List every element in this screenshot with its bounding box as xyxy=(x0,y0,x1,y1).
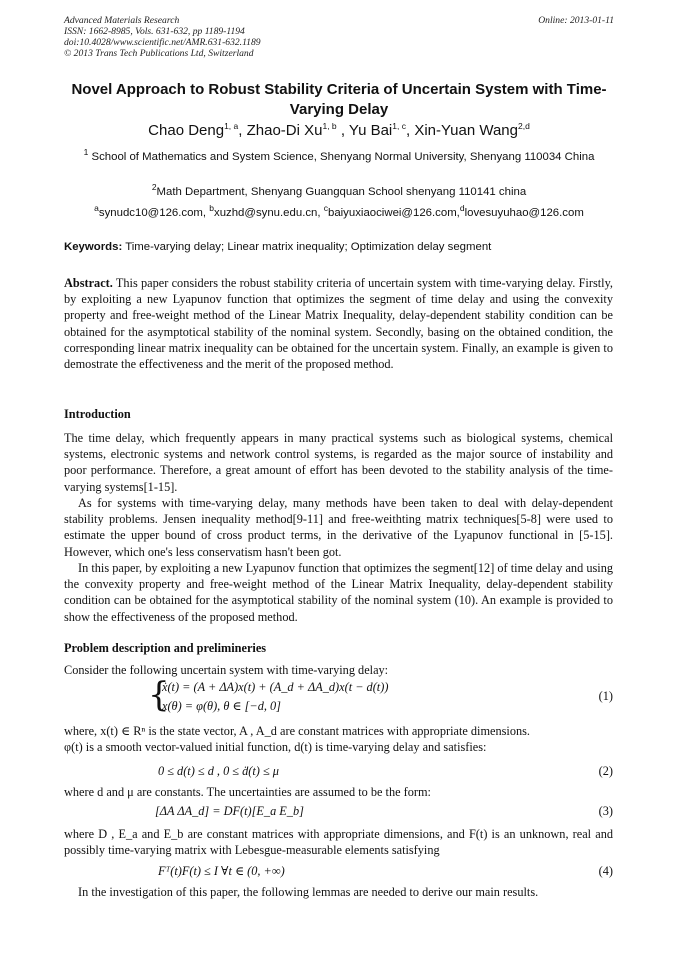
section-heading-introduction: Introduction xyxy=(64,407,131,421)
author-sup: 1, c xyxy=(392,121,406,131)
author-name: Xin-Yuan Wang xyxy=(414,122,518,139)
email-sup: d xyxy=(459,203,465,214)
equation-2-expr: 0 ≤ d(t) ≤ d , 0 ≤ ḋ(t) ≤ μ xyxy=(158,764,279,778)
intro-paragraph-3: In this paper, by exploiting a new Lyapunov function that optimizes the segment[12] of time delay and using the convexity property and free-weight method of the Linear Matrix Inequality, delay-dependent stability condition can be obtained for the asymptotical stability of the nominal system (10). An example is provided to show the effectiveness of the proposed method. xyxy=(64,561,613,624)
equation-number: (1) xyxy=(598,689,613,703)
equation-1-line-1: ẋ(t) = (A + ΔA)x(t) + (A_d + ΔA_d)x(t − d(t)) xyxy=(162,680,389,694)
where-paragraph-3: where D , E_a and E_b are constant matrices with appropriate dimensions, and F(t) is an unknown, real and possibly time-varying matrix with Lebesgue-measurable elements satisfying xyxy=(64,827,613,858)
author-sup: 1, a xyxy=(224,121,239,131)
equation-1 xyxy=(0,675,678,718)
keywords xyxy=(64,240,614,255)
keywords-text: Time-varying delay; Linear matrix inequality; Optimization delay segment xyxy=(125,241,492,253)
problem-intro: Consider the following uncertain system with time-varying delay: xyxy=(64,663,389,677)
doi: doi:10.4028/www.scientific.net/AMR.631-632.1189 xyxy=(64,37,261,48)
affiliation-1 xyxy=(64,147,614,165)
author-name: Chao Deng xyxy=(148,122,225,139)
affiliation-text: Math Department, Shenyang Guangquan School shenyang 110141 china xyxy=(156,186,527,198)
abstract xyxy=(64,275,613,372)
equation-number: (2) xyxy=(598,764,613,778)
email-sup: c xyxy=(323,203,328,214)
abstract-text: This paper considers the robust stability criteria of uncertain system with time-varying delay. Firstly, by exploiting a new Lyapunov function that optimizes the segment of time delay and using the convexity property and free-weight method of the Linear Matrix Inequality, delay-dependent stability condition can be obtained for the asymptotical stability of the nominal system. Secondly, basing on the obtained condition, the corresponding linear matrix inequality can be obtained for the uncertain system. Finally, an example is given to demostrate the effectiveness and the merit of the proposed method. xyxy=(64,276,613,372)
equation-2 xyxy=(0,764,678,784)
issn: ISSN: 1662-8985, Vols. 631-632, pp 1189-1194 xyxy=(64,26,245,37)
author-name: Yu Bai xyxy=(348,122,393,139)
where-paragraph-1 xyxy=(64,723,613,755)
author-emails xyxy=(64,203,614,221)
equation-1-line-2: x(θ) = φ(θ), θ ∈ [−d, 0] xyxy=(162,699,281,713)
author-sup: 2,d xyxy=(518,121,530,131)
where-paragraph-2: where d and μ are constants. The uncertainties are assumed to be the form: xyxy=(64,785,431,799)
abstract-label: Abstract. xyxy=(64,276,113,290)
email-sup: b xyxy=(209,203,214,214)
online-date: Online: 2013-01-11 xyxy=(538,15,614,26)
author-sup: 1, b xyxy=(322,121,337,131)
email-link[interactable]: baiyuxiaociwei@126.com, xyxy=(327,207,460,219)
affiliation-sup: 1 xyxy=(83,147,89,158)
keywords-label: Keywords: xyxy=(64,241,123,253)
affiliation-2 xyxy=(64,182,614,200)
email-sup: a xyxy=(94,203,99,214)
equation-number: (4) xyxy=(598,864,613,878)
equation-number: (3) xyxy=(598,804,613,818)
equation-3 xyxy=(0,804,678,824)
author-list: Chao Deng$^{1, a}$, Zhao-Di Xu$^{1, b}$ , Yu Bai$^{1, c}$, Xin-Yuan Wang$^{2,d}$ xyxy=(148,121,530,139)
email-link[interactable]: xuzhd@synu.edu.cn, xyxy=(214,207,321,219)
copyright: © 2013 Trans Tech Publications Ltd, Switzerland xyxy=(64,48,254,59)
journal-header xyxy=(64,15,261,59)
email-link[interactable]: lovesuyuhao@126.com xyxy=(464,207,584,219)
affiliation-sup: 2 xyxy=(151,182,157,193)
journal-name: Advanced Materials Research xyxy=(64,15,180,26)
intro-paragraph-1: The time delay, which frequently appears in many practical systems such as biological systems, chemical systems, electronic systems and network control systems, is regarded as the major source of instability and poor performance. Therefore, a great amount of effort has been devoted to the stability analysis of the time-varying systems[1-15]. xyxy=(64,431,613,494)
where-line: where, x(t) ∈ Rⁿ is the state vector, A , A_d are constant matrices with appropriate dimensions. xyxy=(64,724,530,738)
equation-4-expr: Fᵀ(t)F(t) ≤ I ∀t ∈ (0, +∞) xyxy=(158,864,285,878)
equation-4 xyxy=(0,864,678,884)
equation-3-expr: [ΔA ΔA_d] = DF(t)[E_a E_b] xyxy=(155,804,304,818)
equation-brace: { xyxy=(148,675,170,715)
where-line: φ(t) is a smooth vector-valued initial function, d(t) is time-varying delay and satisfies: xyxy=(64,740,487,755)
intro-paragraph-2: As for systems with time-varying delay, many methods have been taken to deal with delay-dependent stability problems. Jensen inequality method[9-11] and free-weithting matrix techniques[5-8] were used to estimate the upper bound of cross product terms, in the derivative of the Lyapunov functional in [5-15]. However, which one's less conservatism hasn't been got. xyxy=(64,496,613,559)
paper-title: Novel Approach to Robust Stability Criteria of Uncertain System with Time-Varying Delay xyxy=(71,81,607,118)
closing-paragraph: In the investigation of this paper, the following lemmas are needed to derive our main results. xyxy=(78,885,539,899)
author-name: Zhao-Di Xu xyxy=(246,122,323,139)
affiliation-text: School of Mathematics and System Science, Shenyang Normal University, Shenyang 110034 China xyxy=(91,151,595,163)
section-heading-problem: Problem description and prelimineries xyxy=(64,641,267,655)
email-link[interactable]: synudc10@126.com, xyxy=(98,207,207,219)
